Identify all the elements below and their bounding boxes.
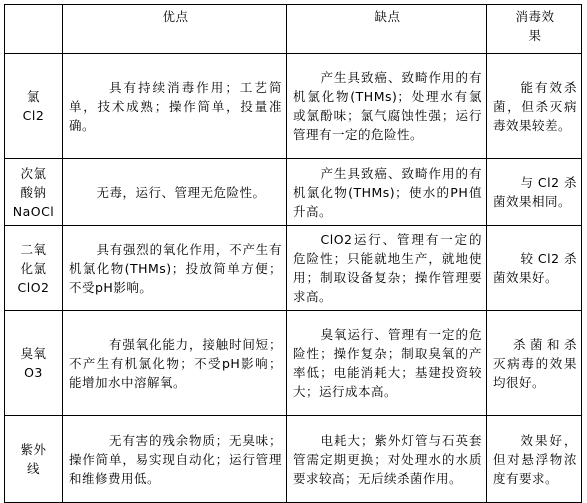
header-effect-line1: 消毒效 xyxy=(515,9,555,24)
row-name-line3: ClO2 xyxy=(17,279,50,295)
disinfection-comparison-table xyxy=(4,4,582,503)
row-name-line2: 线 xyxy=(26,461,40,476)
row-name-line1: 臭氧 xyxy=(20,346,47,361)
row-name xyxy=(5,311,63,416)
table-row xyxy=(5,54,582,159)
row-effect: 效果好，但对悬浮物浓度有要求。 xyxy=(487,416,582,503)
row-name xyxy=(5,226,63,311)
table-row xyxy=(5,226,582,311)
row-disadvantages: 产生具致癌、致畸作用的有机氯化物(THMs)；处理水有氯或氯酚味；氯气腐蚀性强；运行管理有一定的危险性。 xyxy=(287,54,487,159)
row-name-line3: NaOCl xyxy=(12,203,55,219)
header-name-cell xyxy=(5,5,63,54)
table-header-row xyxy=(5,5,582,54)
row-name-line2: 化氯 xyxy=(20,260,47,276)
header-advantages: 优点 xyxy=(63,5,287,54)
row-disadvantages: 臭氧运行、管理有一定的危险性；操作复杂；制取臭氧的产率低；电能消耗大；基建投资较大；运行成本高。 xyxy=(287,311,487,416)
row-name xyxy=(5,159,63,226)
row-name-line1: 二氧 xyxy=(20,241,47,257)
row-effect: 与Cl2杀菌效果相同。 xyxy=(487,159,582,226)
row-advantages: 无有害的残余物质；无臭味；操作简单，易实现自动化；运行管理和维修费用低。 xyxy=(63,416,287,503)
row-name xyxy=(5,416,63,503)
row-effect: 杀菌和杀灭病毒的效果均很好。 xyxy=(487,311,582,416)
row-advantages: 具有持续消毒作用；工艺简单，技术成熟；操作简单，投量准确。 xyxy=(63,54,287,159)
row-effect: 较Cl2杀菌效果好。 xyxy=(487,226,582,311)
row-disadvantages: 电耗大；紫外灯管与石英套管需定期更换；对处理水的水质要求较高；无后续杀菌作用。 xyxy=(287,416,487,503)
row-disadvantages: 产生具致癌、致畸作用的有机氯化物(THMs)；使水的PH值升高。 xyxy=(287,159,487,226)
row-advantages: 无毒，运行、管理无危险性。 xyxy=(63,159,287,226)
table-row xyxy=(5,159,582,226)
row-name-line1: 紫外 xyxy=(20,442,47,457)
row-name-line2: Cl2 xyxy=(22,108,45,123)
row-name-line1: 氯 xyxy=(26,89,40,104)
row-advantages: 具有强烈的氧化作用，不产生有机氯化物(THMs)；投放简单方便；不受pH影响。 xyxy=(63,226,287,311)
row-effect: 能有效杀菌，但杀灭病毒效果较差。 xyxy=(487,54,582,159)
table-row xyxy=(5,416,582,503)
table-row xyxy=(5,311,582,416)
row-name xyxy=(5,54,63,159)
row-name-line1: 次氯 xyxy=(20,165,47,181)
header-disadvantages: 缺点 xyxy=(287,5,487,54)
row-advantages: 有强氧化能力，接触时间短；不产生有机氯化物；不受pH影响；能增加水中溶解氧。 xyxy=(63,311,287,416)
header-effect xyxy=(487,5,582,54)
row-name-line2: 酸钠 xyxy=(20,184,47,200)
header-effect-line2: 果 xyxy=(528,28,542,43)
row-disadvantages: ClO2运行、管理有一定的危险性；只能就地生产，就地使用；制取设备复杂；操作管理要求高。 xyxy=(287,226,487,311)
row-name-line2: O3 xyxy=(24,365,43,380)
